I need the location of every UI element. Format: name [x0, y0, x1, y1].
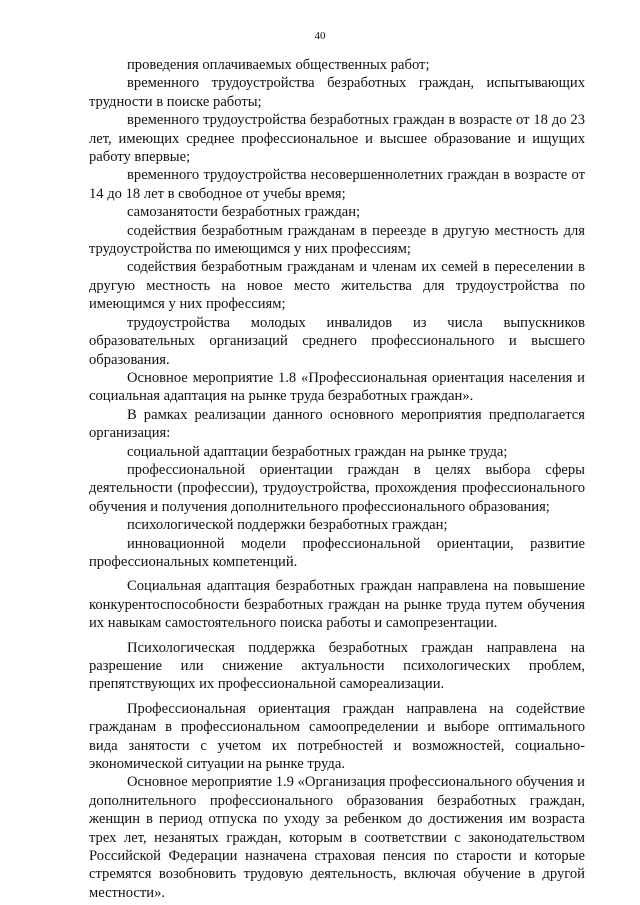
paragraph-career-guidance-description: Профессиональная ориентация граждан направлена на содействие гражданам в профессиональном самоопределении и выборе оптимального вида занятости с учетом их потребностей и возможностей, социально-экономической ситуации на рынке труда. — [89, 700, 585, 773]
paragraph-temporary-employment-18-23: временного трудоустройства безработных граждан в возрасте от 18 до 23 лет, имеющих среднее профессиональное и высшее образование и ищущих работу впервые; — [89, 112, 585, 166]
paragraph-temporary-employment-minors: временного трудоустройства несовершеннолетних граждан в возрасте от 14 до 18 лет в свободное от учебы время; — [89, 167, 585, 202]
paragraph-young-disabled-employment: трудоустройства молодых инвалидов из числа выпускников образовательных организаций среднего профессионального и высшего образования. — [89, 314, 585, 368]
paragraph-measure-1-8-title: Основное мероприятие 1.8 «Профессиональная ориентация населения и социальная адаптация на рынке труда безработных граждан». — [89, 369, 585, 405]
paragraph-temporary-employment-difficulty: временного трудоустройства безработных граждан, испытывающих трудности в поиске работы; — [89, 75, 585, 110]
paragraph-innovative-model-item: инновационной модели профессиональной ориентации, развитие профессиональных компетенций. — [89, 535, 585, 570]
paragraph-psychological-support-item: психологической поддержки безработных граждан; — [127, 517, 448, 534]
paragraph-career-guidance-item: профессиональной ориентации граждан в целях выбора сферы деятельности (профессии), трудоустройства, прохождения профессионального обучения и получения дополнительного профессионального образования; — [89, 461, 585, 515]
paragraph-measure-1-9-title: Основное мероприятие 1.9 «Организация профессионального обучения и дополнительного профессионального образования безработных граждан, женщин в период отпуска по уходу за ребенком до достижения им возраста трех лет, незанятых граждан, которым в соответствии с законодательством Российской Федерации назначена страховая пенсия по старости и которые стремятся возобновить трудовую деятельность, включая обучение в другой местности». — [89, 774, 585, 901]
document-body — [89, 56, 585, 902]
paragraph-social-adaptation-item: социальной адаптации безработных граждан на рынке труда; — [127, 443, 508, 460]
paragraph-social-adaptation-description: Социальная адаптация безработных граждан направлена на повышение конкурентоспособности безработных граждан на рынке труда путем обучения их навыкам самостоятельного поиска работы и самопрезентации. — [89, 578, 585, 632]
paragraph-measure-1-8-intro: В рамках реализации данного основного мероприятия предполагается организация: — [89, 406, 585, 442]
paragraph-public-works: проведения оплачиваемых общественных работ; — [127, 57, 430, 73]
paragraph-self-employment: самозанятости безработных граждан; — [127, 204, 361, 221]
page-number: 40 — [314, 30, 326, 42]
paragraph-relocation-assistance: содействия безработным гражданам в переезде в другую местность для трудоустройства по имеющимся у них профессиям; — [89, 222, 585, 258]
paragraph-psychological-support-description: Психологическая поддержка безработных граждан направлена на разрешение или снижение актуальности психологических проблем, препятствующих их профессиональной самореализации. — [89, 639, 585, 693]
paragraph-family-resettlement: содействия безработным гражданам и членам их семей в переселении в другую местность на новое место жительства для трудоустройства по имеющимся у них профессиям; — [89, 259, 585, 313]
